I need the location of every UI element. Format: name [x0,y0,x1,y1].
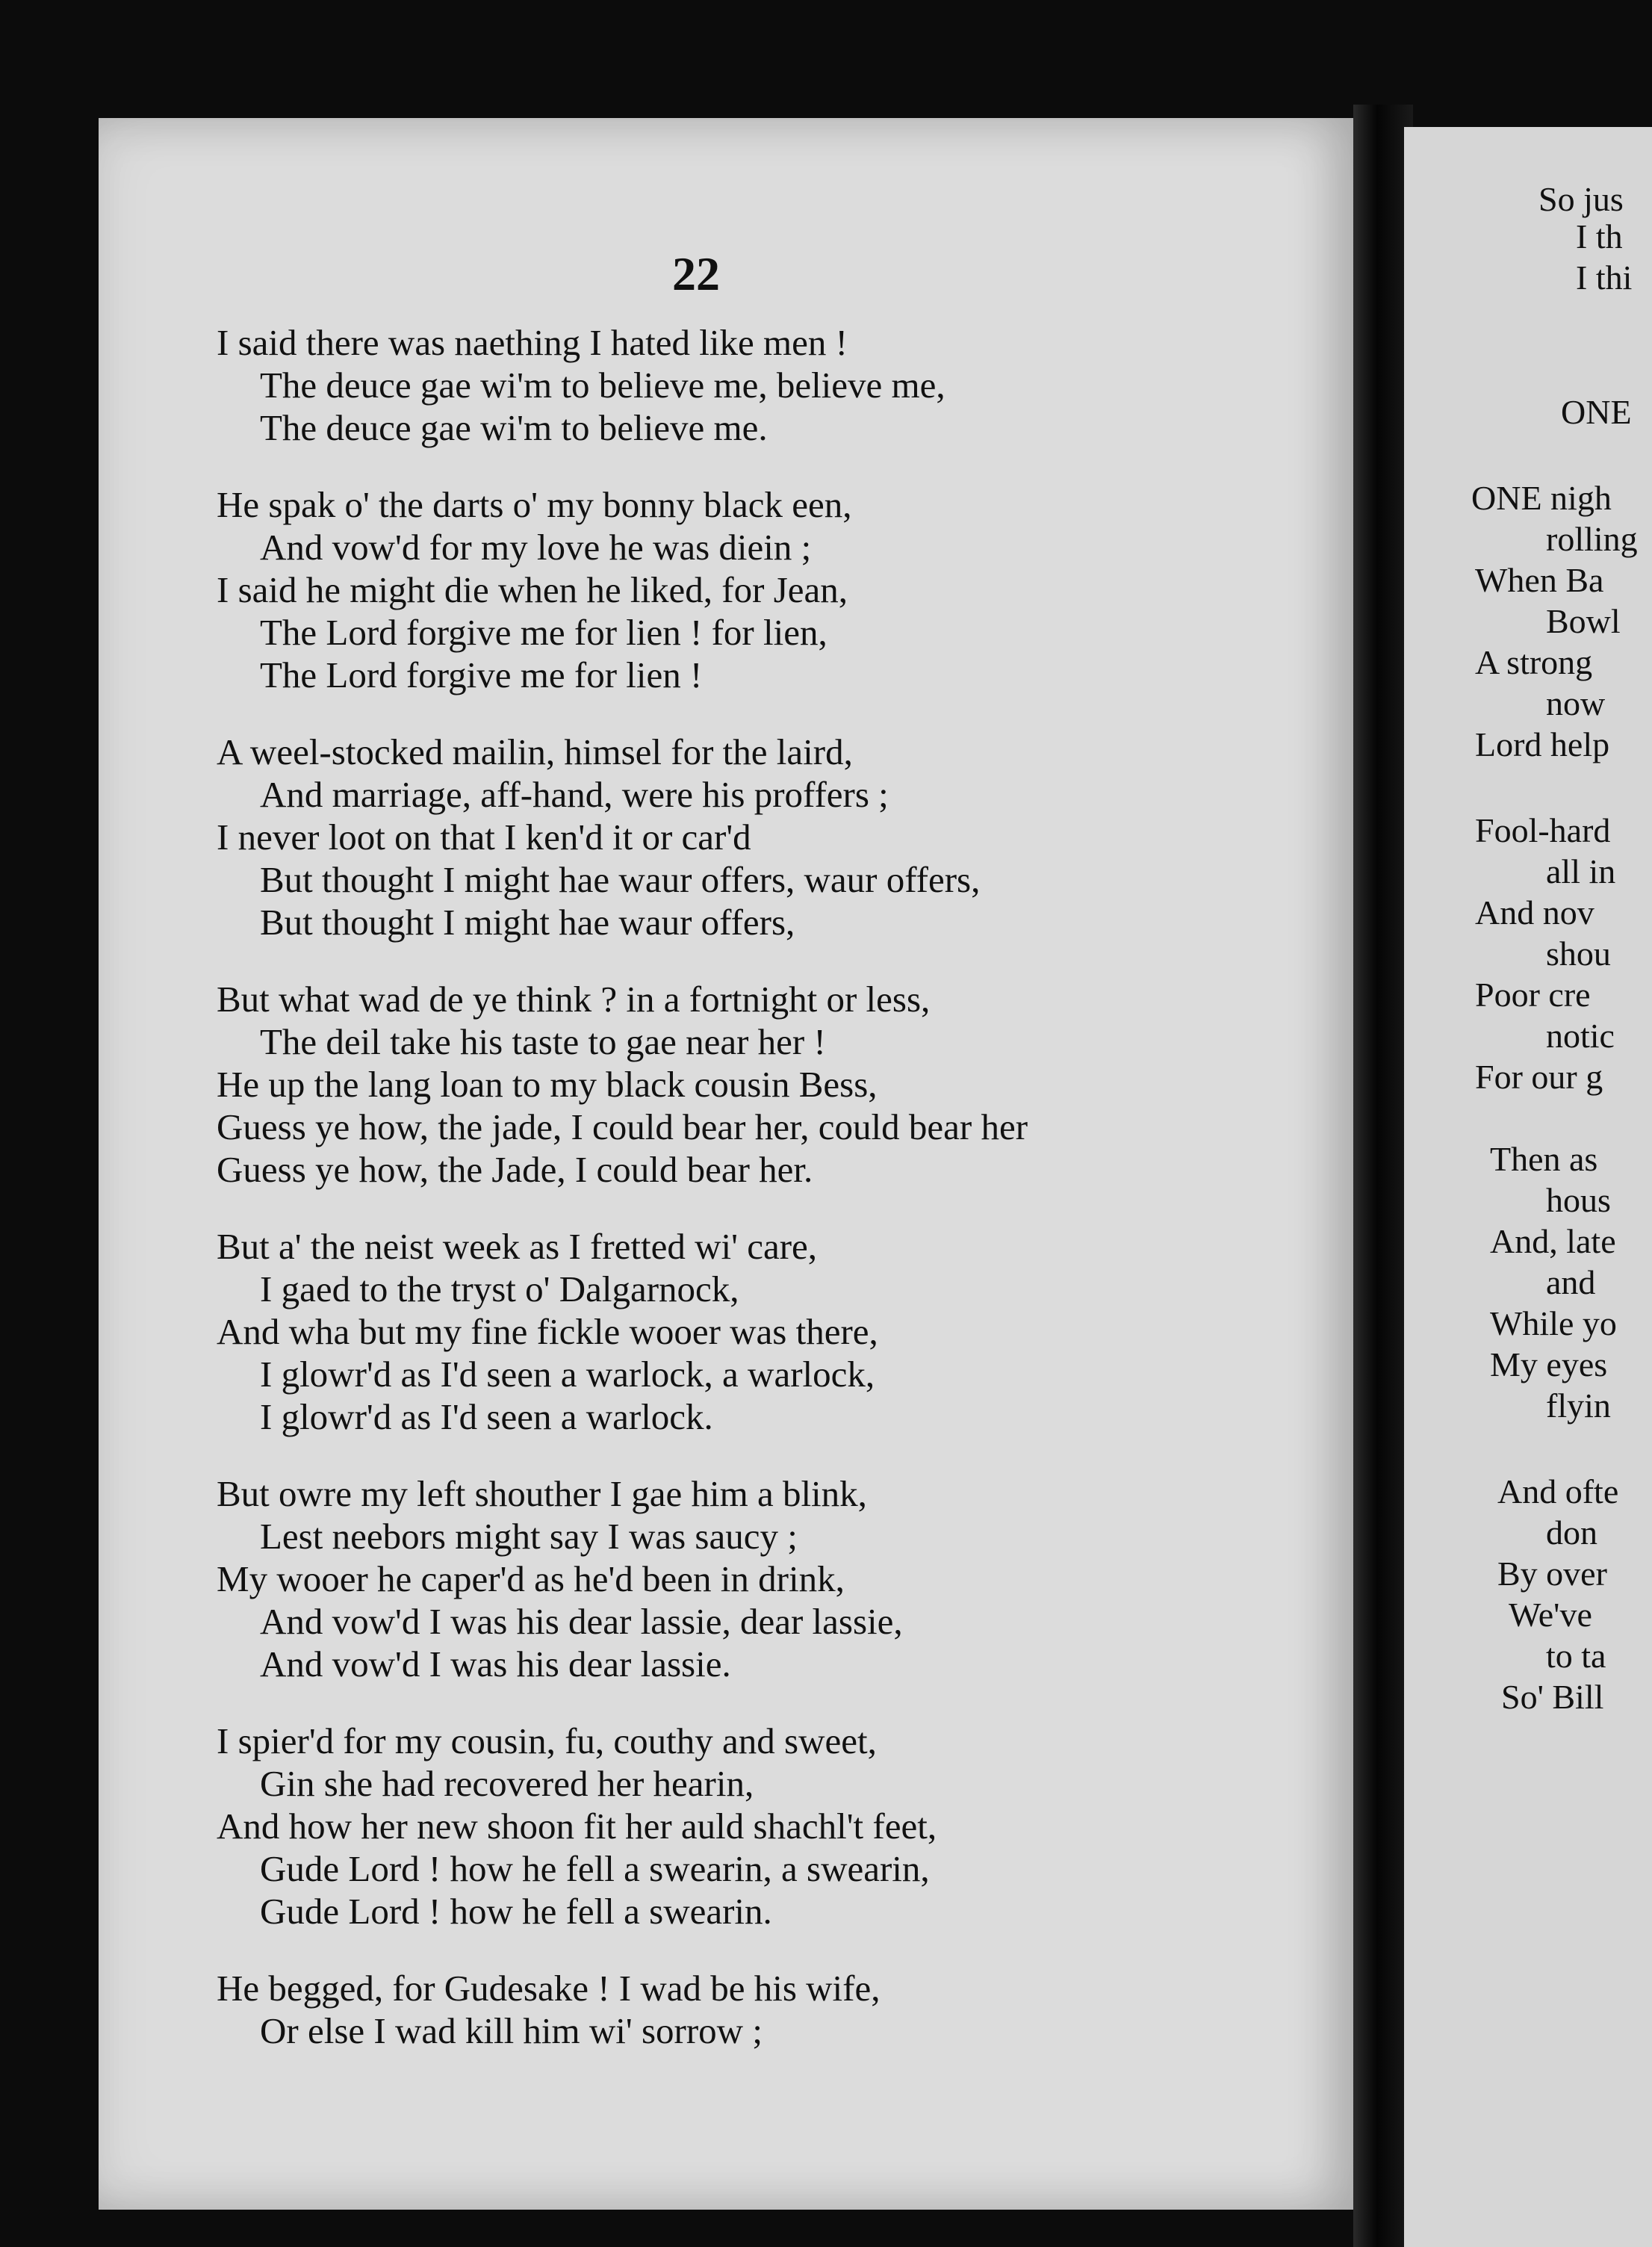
stanza [217,483,1337,696]
right-page-line: flyin [1546,1386,1611,1425]
right-page-line: For our g [1475,1058,1603,1096]
stanza [217,978,1337,1191]
right-page-line: And ofte [1497,1472,1619,1510]
poem-line: I gaed to the tryst o' Dalgarnock, [260,1268,739,1310]
poem-line: And vow'd for my love he was diein ; [260,527,812,568]
poem-line: And wha but my fine fickle wooer was there, [217,1311,878,1352]
poem-line: But owre my left shouther I gae him a blink, [217,1473,867,1514]
poem-line: The deuce gae wi'm to believe me, believe me, [260,365,945,406]
poem-line: I said there was naething I hated like men ! [217,322,848,363]
poem-line: A weel-stocked mailin, himsel for the laird, [217,731,853,772]
poem-line: Lest neebors might say I was saucy ; [260,1516,798,1557]
right-page-line: So jus [1538,180,1624,218]
page-number: 22 [672,247,720,300]
poem-line: And how her new shoon fit her auld shachl't feet, [217,1806,937,1847]
poem-line: The Lord forgive me for lien ! for lien, [260,612,827,653]
right-page-line: And nov [1475,893,1594,932]
right-page-line: notic [1546,1017,1615,1055]
stanza [217,731,1337,943]
right-page-line: Poor cre [1475,976,1591,1014]
poem-line: And vow'd I was his dear lassie. [260,1643,731,1685]
right-page-line: and [1546,1263,1596,1301]
poem-line: Gin she had recovered her hearin, [260,1763,754,1804]
right-page-line: I th [1576,217,1623,255]
poem-line: He spak o' the darts o' my bonny black een, [217,484,852,525]
poem-line: I glowr'd as I'd seen a warlock. [260,1396,713,1437]
right-page-line: ONE nigh [1471,479,1612,517]
stanza [217,1472,1337,1685]
poem-line: I said he might die when he liked, for Jean, [217,569,848,610]
poem-line: I spier'd for my cousin, fu, couthy and sweet, [217,1720,877,1761]
poem-line: The deil take his taste to gae near her ! [260,1021,826,1062]
poem-line: Or else I wad kill him wi' sorrow ; [260,2010,763,2051]
right-page-line: to ta [1546,1637,1606,1675]
poem-text [217,321,1337,2086]
poem-line: I never loot on that I ken'd it or car'd [217,816,751,858]
right-page [1404,127,1652,2247]
poem-line: He up the lang loan to my black cousin Bess, [217,1064,878,1105]
poem-line: Guess ye how, the jade, I could bear her, could bear her [217,1106,1028,1147]
stanza [217,321,1337,449]
right-page-line: And, late [1490,1222,1616,1260]
right-page-line: I thi [1576,258,1633,297]
poem-line: But thought I might hae waur offers, waur offers, [260,859,981,900]
poem-line: My wooer he caper'd as he'd been in drink, [217,1558,845,1599]
poem-line: But thought I might hae waur offers, [260,902,795,943]
poem-line: He begged, for Gudesake ! I wad be his wife, [217,1968,881,2009]
poem-line: The deuce gae wi'm to believe me. [260,407,768,448]
right-page-line: Lord help [1475,725,1610,763]
right-page-line: We've [1509,1596,1592,1634]
poem-line: Gude Lord ! how he fell a swearin, a swearin, [260,1848,930,1889]
poem-line: But a' the neist week as I fretted wi' care, [217,1226,818,1267]
right-page-line: ONE [1561,393,1632,431]
poem-line: And vow'd I was his dear lassie, dear lassie, [260,1601,903,1642]
right-page-line: all in [1546,852,1616,890]
poem-line: And marriage, aff-hand, were his proffers ; [260,774,889,815]
right-page-line: Bowl [1546,602,1621,640]
right-page-line: My eyes [1490,1345,1608,1383]
right-page-line: Fool-hard [1475,811,1611,849]
right-page-line: now [1546,684,1606,722]
right-page-line: So' Bill [1501,1678,1604,1716]
right-page-line: don [1546,1513,1597,1552]
right-page-line: While yo [1490,1304,1617,1342]
stanza [217,1967,1337,2052]
right-page-line: By over [1497,1555,1607,1593]
poem-line: Guess ye how, the Jade, I could bear her. [217,1149,813,1190]
stanza [217,1225,1337,1438]
right-page-line: When Ba [1475,561,1604,599]
stanza [217,1720,1337,1933]
poem-line: Gude Lord ! how he fell a swearin. [260,1891,772,1932]
right-page-line: A strong [1475,643,1593,681]
poem-line: The Lord forgive me for lien ! [260,654,703,695]
poem-line: But what wad de ye think ? in a fortnight or less, [217,979,931,1020]
poem-line: I glowr'd as I'd seen a warlock, a warlock, [260,1354,875,1395]
right-page-line: hous [1546,1181,1611,1219]
right-page-line: shou [1546,935,1611,973]
right-page-line: rolling [1546,520,1638,558]
right-page-line: Then as [1490,1140,1598,1178]
